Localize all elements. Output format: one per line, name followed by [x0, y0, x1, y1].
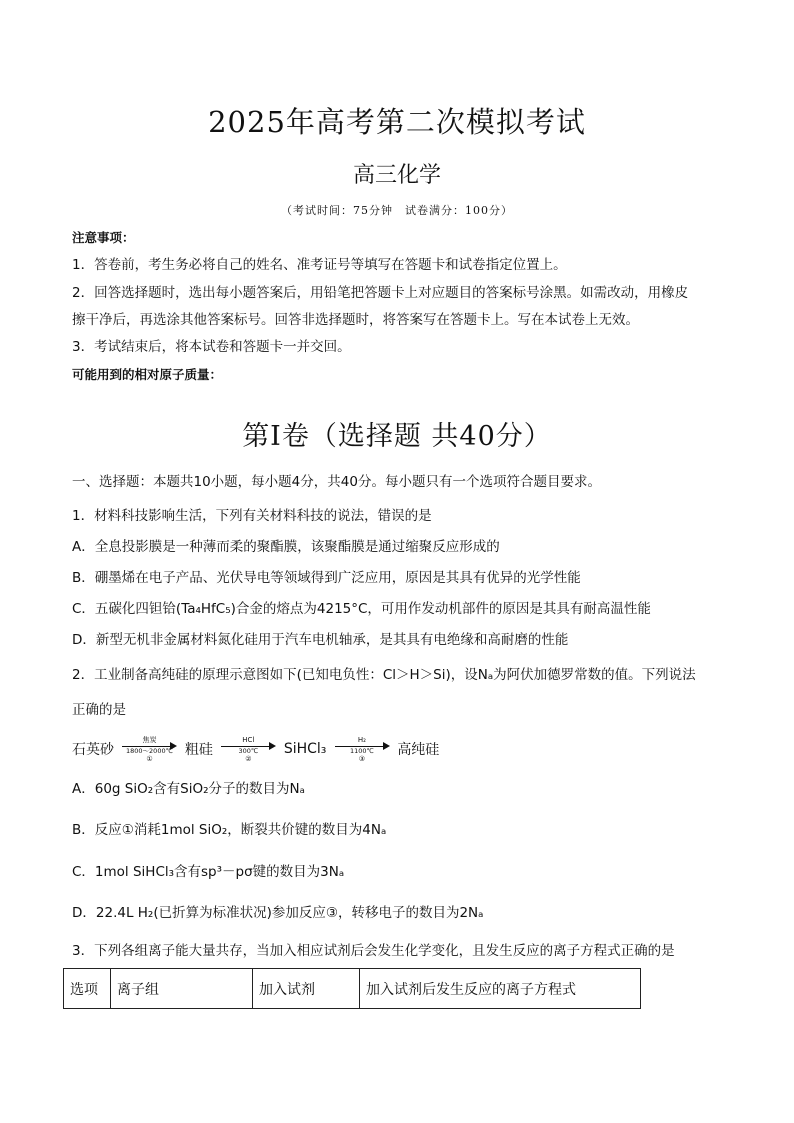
q2-option-d: D．22.4L H₂(已折算为标准状况)参加反应③，转移电子的数目为2Nₐ	[72, 905, 484, 921]
q2-option-a: A．60g SiO₂含有SiO₂分子的数目为Nₐ	[72, 781, 305, 797]
flow-arrow-2	[219, 736, 277, 762]
flow-mid-2: SiHCl₃	[283, 741, 327, 757]
q2-option-b: B．反应①消耗1mol SiO₂，断裂共价键的数目为4Nₐ	[72, 822, 387, 838]
q1-option-d: D．新型无机非金属材料氮化硅用于汽车电机轴承，是其具有电绝缘和高耐磨的性能	[72, 632, 569, 648]
q1-option-b: B．硼墨烯在电子产品、光伏导电等领域得到广泛应用，原因是其具有优异的光学性能	[72, 570, 581, 586]
flow-arrow-1-condition: 1800～2000℃	[126, 747, 173, 755]
q1-option-c: C．五碳化四钽铪(Ta₄HfC₅)合金的熔点为4215°C，可用作发动机部件的原因是其具有耐高温性能	[72, 601, 651, 617]
flow-arrow-1	[120, 736, 178, 762]
table-header-option: 选项	[64, 969, 111, 1009]
flow-arrow-3	[333, 736, 391, 762]
note-item-3: 3．考试结束后，将本试卷和答题卡一并交回。	[72, 339, 351, 355]
exam-title: 2025年高考第二次模拟考试	[208, 105, 586, 139]
flow-arrow-3-step: ③	[358, 755, 365, 763]
note-item-2-cont: 擦干净后，再选涂其他答案标号。回答非选择题时，将答案写在答题卡上。写在本试卷上无效。	[72, 312, 639, 328]
table-header-reagent: 加入试剂	[253, 969, 360, 1009]
note-item-2: 2．回答选择题时，选出每小题答案后，用铅笔把答题卡上对应题目的答案标号涂黑。如需改动，用橡皮	[72, 285, 689, 301]
flow-arrow-2-reagent: HCl	[242, 736, 255, 744]
flow-start: 石英砂	[72, 742, 114, 758]
flow-arrow-1-reagent: 焦炭	[142, 736, 157, 744]
q2-option-c: C．1mol SiHCl₃含有sp³－pσ键的数目为3Nₐ	[72, 864, 345, 880]
q2-stem: 2．工业制备高纯硅的原理示意图如下(已知电负性：Cl＞H＞Si)，设Nₐ为阿伏加德罗常数的值。下列说法	[72, 667, 696, 683]
reaction-flow-diagram	[72, 736, 439, 766]
exam-info: （考试时间：75分钟 试卷满分：100分）	[281, 204, 513, 217]
flow-arrow-3-reagent: H₂	[357, 736, 366, 744]
section-instruction: 一、选择题：本题共10小题，每小题4分，共40分。每小题只有一个选项符合题目要求。	[72, 474, 601, 490]
q1-option-a: A．全息投影膜是一种薄而柔的聚酯膜，该聚酯膜是通过缩聚反应形成的	[72, 539, 500, 555]
table-header-equation: 加入试剂后发生反应的离子方程式	[360, 969, 641, 1009]
flow-arrow-3-condition: 1100℃	[349, 747, 374, 755]
flow-end: 高纯硅	[397, 742, 440, 758]
q3-table	[63, 968, 641, 1009]
flow-mid-1: 粗硅	[184, 742, 213, 758]
q3-stem: 3．下列各组离子能大量共存，当加入相应试剂后会发生化学变化，且发生反应的离子方程式正确的是	[72, 943, 675, 959]
q1-stem: 1．材料科技影响生活，下列有关材料科技的说法，错误的是	[72, 508, 432, 524]
flow-arrow-2-step: ②	[245, 755, 252, 763]
flow-arrow-2-condition: 300℃	[238, 747, 259, 755]
note-item-1: 1．答卷前，考生务必将自己的姓名、准考证号等填写在答题卡和试卷指定位置上。	[72, 257, 567, 273]
atomic-mass-label: 可能用到的相对原子质量：	[72, 367, 223, 382]
q2-stem-cont: 正确的是	[72, 702, 126, 718]
section-title: 第Ⅰ卷（选择题 共40分）	[242, 421, 552, 452]
table-row	[64, 969, 641, 1009]
exam-subject: 高三化学	[352, 163, 441, 188]
table-header-ions: 离子组	[111, 969, 253, 1009]
flow-arrow-1-step: ①	[146, 755, 153, 763]
notes-heading: 注意事项：	[72, 230, 135, 245]
